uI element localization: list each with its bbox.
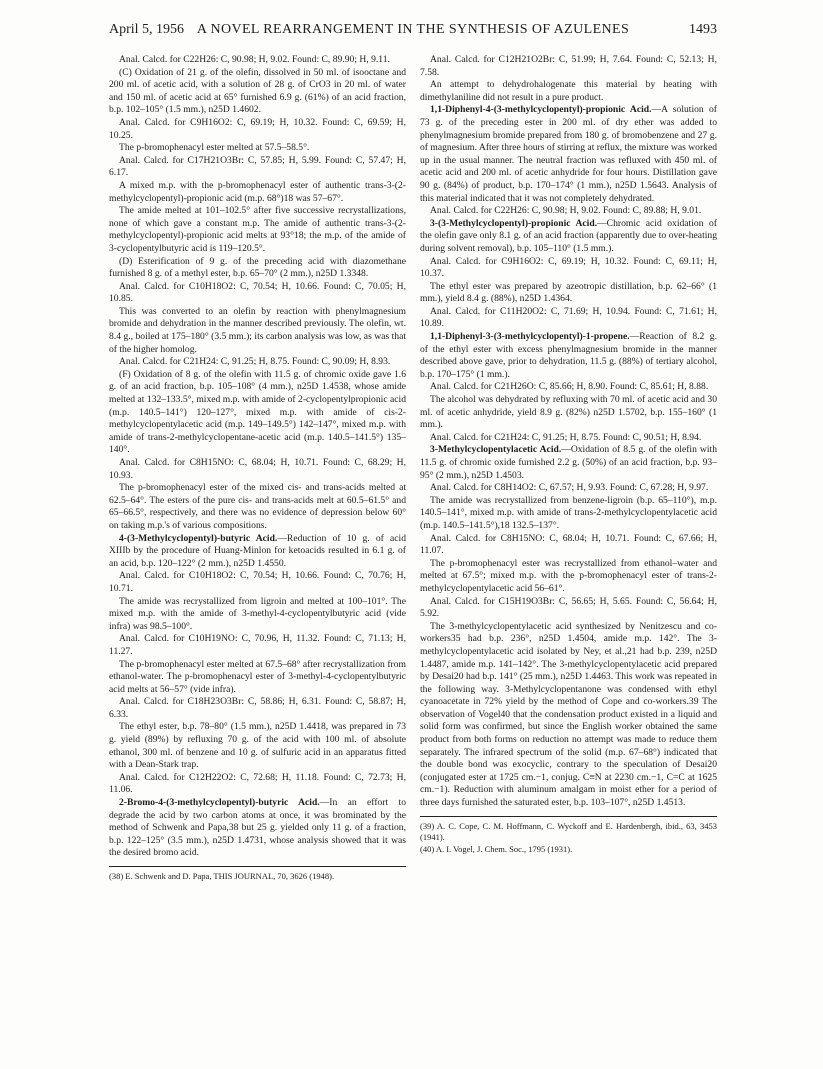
paragraph: This was converted to an olefin by reaction with phenylmagnesium bromide and dehydration in the manner described previously. The olefin, wt. 8.4 g., boiled at 175–180° (3.5 mm.); its carbon analysis was low, as was that of the higher homolog. (109, 305, 406, 355)
paragraph: Anal. Calcd. for C8H14O2: C, 67.57; H, 9.93. Found: C, 67.28; H, 9.97. (430, 482, 709, 494)
section-paragraph: 3-Methylcyclopentylacetic Acid.—Oxidation of 8.5 g. of the olefin with 11.5 g. of chromic oxide furnished 2.2 g. (50%) of an acid fraction, b.p. 93–95° (2 mm.), n25D 1.4503. (420, 444, 717, 481)
header-title: A NOVEL REARRANGEMENT IN THE SYNTHESIS OF AZULENES (196, 22, 630, 37)
paragraph: The p-bromophenacyl ester was recrystallized from ethanol–water and melted at 67.5°; mixed m.p. with the p-bromophenacyl ester of trans-2-methylcyclopentylacetic acid 56–61°. (420, 557, 717, 594)
header-date: April 5, 1956 (109, 22, 185, 37)
paragraph: The amide melted at 101–102.5° after five successive recrystallizations, none of which gave a constant m.p. The amide of authentic trans-3-(2-methylcyclopentyl)-propionic acid melts at 93°18; the m.p. of the amide of 3-cyclopentylbutyric acid is 119–120.5°. (109, 205, 406, 254)
paragraph: Anal. Calcd. for C12H21O2Br: C, 51.99; H, 7.64. Found: C, 52.13; H, 7.58. (420, 54, 717, 78)
paragraph: The alcohol was dehydrated by refluxing with 70 ml. of acetic acid and 30 ml. of acetic anhydride, yield 8.9 g. (82%) n25D 1.5702, b.p. 155–160° (1 mm.). (420, 394, 717, 431)
section-paragraph: 1,1-Diphenyl-3-(3-methylcyclopentyl)-1-propene.—Reaction of 8.2 g. of the ethyl ester with excess phenylmagnesium bromide in the manner described above gave, prior to dehydration, 11.5 g. (88%) of tertiary alcohol, b.p. 170–175° (1 mm.). (420, 331, 717, 380)
paragraph: Anal. Calcd. for C17H21O3Br: C, 57.85; H, 5.99. Found: C, 57.47; H, 6.17. (109, 154, 406, 179)
footnote: (39) A. C. Cope, C. M. Hoffmann, C. Wyckoff and E. Hardenbergh, ibid., 63, 3453 (1941). (420, 820, 717, 843)
section-paragraph: 4-(3-Methylcyclopentyl)-butyric Acid.—Reduction of 10 g. of acid XIIIb by the procedure of Huang-Minlon for ketoacids resulted in 6.1 g. of an acid, b.p. 120–122° (2 mm.), n25D 1.4550. (109, 532, 406, 569)
paragraph: The ethyl ester, b.p. 78–80° (1.5 mm.), n25D 1.4418, was prepared in 73 g. yield (89%) by refluxing 70 g. of the acid with 100 ml. of absolute ethanol, 300 ml. of benzene and 10 g. of sulfuric acid in an apparatus fitted with a Dean-Stark trap. (109, 721, 406, 771)
section-heading: 3-(3-Methylcyclopentyl)-propionic Acid. (430, 217, 598, 229)
left-column (109, 54, 406, 883)
right-column (420, 54, 717, 855)
section-heading: 3-Methylcyclopentylacetic Acid. (430, 444, 562, 456)
section-paragraph: 2-Bromo-4-(3-methylcyclopentyl)-butyric Acid.—In an effort to degrade the acid by two carbon atoms at once, it was brominated by the method of Schwenk and Papa,38 but 25 g. yielded only 11 g. of a fraction, b.p. 122–125° (3.5 mm.), n25D 1.4731, whose analysis showed that it was the desired bromo acid. (109, 797, 406, 859)
paragraph: A mixed m.p. with the p-bromophenacyl ester of authentic trans-3-(2-methylcyclopentyl)-propionic acid (m.p. 68°)18 was 57–67°. (109, 179, 406, 204)
paragraph: Anal. Calcd. for C22H26: C, 90.98; H, 9.02. Found: C, 89.88; H, 9.01. (430, 205, 702, 217)
paragraph: Anal. Calcd. for C12H22O2: C, 72.68; H, 11.18. Found: C, 72.73; H, 11.06. (109, 771, 406, 796)
paragraph: Anal. Calcd. for C21H26O: C, 85.66; H, 8.90. Found: C, 85.61; H, 8.88. (430, 381, 709, 393)
paragraph: The p-bromophenacyl ester melted at 57.5–58.5°. (119, 142, 310, 154)
section-heading: 2-Bromo-4-(3-methylcyclopentyl)-butyric Acid. (119, 797, 320, 809)
paragraph: (C) Oxidation of 21 g. of the olefin, dissolved in 50 ml. of isooctane and 200 ml. of acetic acid, with a solution of 28 g. of CrO3 in 20 ml. of water and 150 ml. of acetic acid at 65° furnished 6.9 g. (61%) of an acid fraction, b.p. 102–105° (1.5 mm.), n25D 1.4602. (109, 66, 406, 116)
paragraph: Anal. Calcd. for C9H16O2: C, 69.19; H, 10.32. Found: C, 69.59; H, 10.25. (109, 116, 406, 141)
section-paragraph: 3-(3-Methylcyclopentyl)-propionic Acid.—Chromic acid oxidation of the olefin gave only 8.1 g. of an acid fraction (apparently due to over-heating during solvent removal), b.p. 105–110° (1.5 mm.). (420, 217, 717, 254)
paragraph: Anal. Calcd. for C10H18O2: C, 70.54; H, 10.66. Found: C, 70.05; H, 10.85. (109, 280, 406, 305)
paragraph: Anal. Calcd. for C9H16O2: C, 69.19; H, 10.32. Found: C, 69.11; H, 10.37. (420, 255, 717, 280)
paragraph: Anal. Calcd. for C11H20O2: C, 71.69; H, 10.94. Found: C, 71.61; H, 10.89. (420, 305, 717, 330)
paragraph: (D) Esterification of 9 g. of the preceding acid with diazomethane furnished 8 g. of a methyl ester, b.p. 65–70° (2 mm.), n25D 1.3348. (109, 255, 406, 280)
paragraph: An attempt to dehydrohalogenate this material by heating with dimethylaniline did not result in a pure product. (420, 79, 717, 103)
paragraph: (F) Oxidation of 8 g. of the olefin with 11.5 g. of chromic oxide gave 1.6 g. of an acid fraction, b.p. 105–108° (4 mm.), n25D 1.4538, whose amide melted at 132–133.5°, mixed m.p. with amide of 2-cyclopentylpropionic acid (m.p. 140.5–141°) 120–127°, mixed m.p. with amide of cis-2-methylcyclopentylacetic acid (m.p. 149–149.5°) 142–147°, mixed m.p. with amide of trans-2-methylcyclopentane-acetic acid (m.p. 140.5–141.5°) 135–140°. (109, 368, 406, 456)
paragraph: Anal. Calcd. for C8H15NO: C, 68.04; H, 10.71. Found: C, 67.66; H, 11.07. (420, 532, 717, 557)
page-number: 1493 (689, 22, 717, 37)
paragraph: Anal. Calcd. for C22H26: C, 90.98; H, 9.02. Found: C, 89.90; H, 9.11. (119, 54, 390, 65)
footnote-divider (420, 816, 717, 817)
paragraph: Anal. Calcd. for C21H24: C, 91.25; H, 8.75. Found: C, 90.09; H, 8.93. (119, 356, 391, 368)
section-paragraph: 1,1-Diphenyl-4-(3-methylcyclopentyl)-propionic Acid.—A solution of 73 g. of the preceding ester in 200 ml. of dry ether was added to phenylmagnesium bromide prepared from 180 g. of bromobenzene and 27 g. of magnesium. After three hours of stirring at reflux, the mixture was worked up in the usual manner. The neutral fraction was refluxed with 450 ml. of acetic acid and 200 ml. of acetic anhydride for four hours. Distillation gave 90 g. (84%) of product, b.p. 170–174° (1 mm.), n25D 1.5643. Analysis of this material indicated that it was not completely dehydrated. (420, 104, 717, 204)
paragraph: The amide was recrystallized from ligroin and melted at 100–101°. The mixed m.p. with the amide of 3-methyl-4-cyclopentylbutyric acid (vide infra) was 98.5–100°. (109, 595, 406, 632)
section-heading: 1,1-Diphenyl-3-(3-methylcyclopentyl)-1-propene. (430, 331, 630, 343)
paragraph: The p-bromophenacyl ester melted at 67.5–68° after recrystallization from ethanol-water. The p-bromophenacyl ester of 3-methyl-4-cyclopentylbutyric acid melts at 56–57° (vide infra). (109, 658, 406, 695)
running-header (109, 22, 717, 38)
paragraph: Anal. Calcd. for C10H19NO: C, 70.96, H, 11.32. Found: C, 71.13; H, 11.27. (109, 633, 406, 657)
footnote: (38) E. Schwenk and D. Papa, THIS JOURNAL, 70, 3626 (1948). (109, 871, 335, 881)
paragraph: Anal. Calcd. for C21H24: C, 91.25; H, 8.75. Found: C, 90.51; H, 8.94. (430, 431, 702, 443)
paragraph: The 3-methylcyclopentylacetic acid synthesized by Nenitzescu and co-workers35 had b.p. 236°, n25D 1.4504, amide m.p. 142°. The 3-methylcyclopentylacetic acid isolated by Ney, et al.,21 had b.p. 239, n25D 1.4487, amide m.p. 141–142°. The 3-methylcyclopentylacetic acid prepared by Desai20 had b.p. 141° (25 mm.), n25D 1.4463. This work was repeated in the following way. 3-Methylcyclopentanone was condensed with ethyl cyanoacetate in 72% yield by the method of Cope and co-workers.39 The observation of Vogel40 that the condensation product existed in a liquid and solid form was confirmed, but since the English worker obtained the same product from both forms on reduction no attempt was made to reduce them separately. The infrared spectrum of the solid (m.p. 67–68°) indicated that the double bond was exocyclic, contrary to the speculation of Desai20 (conjugated ester at 1725 cm.−1, conjug. C≡N at 2230 cm.−1, C=C at 1625 cm.−1). Reduction with aluminum amalgam in moist ether for a period of three days furnished the saturated ester, b.p. 103–107°, n25D 1.4513. (420, 620, 717, 809)
paragraph: The p-bromophenacyl ester of the mixed cis- and trans-acids melted at 62.5–64°. The esters of the pure cis- and trans-acids melt at 60.5–61.5° and 65–66.5°, respectively, and there was no evidence of depression below 60° on taking m.p.'s of various compositions. (109, 482, 406, 531)
paragraph: The ethyl ester was prepared by azeotropic distillation, b.p. 62–66° (1 mm.), yield 8.4 g. (88%), n25D 1.4364. (420, 280, 717, 305)
paragraph: Anal. Calcd. for C10H18O2: C, 70.54; H, 10.66. Found: C, 70.76; H, 10.71. (109, 570, 406, 594)
paragraph: Anal. Calcd. for C8H15NO: C, 68.04; H, 10.71. Found: C, 68.29; H, 10.93. (109, 457, 406, 481)
section-heading: 1,1-Diphenyl-4-(3-methylcyclopentyl)-propionic Acid. (430, 104, 652, 116)
footnote: (40) A. I. Vogel, J. Chem. Soc., 1795 (1931). (420, 843, 573, 854)
paragraph: Anal. Calcd. for C18H23O3Br: C, 58.86; H, 6.31. Found: C, 58.87; H, 6.33. (109, 696, 406, 720)
section-heading: 4-(3-Methylcyclopentyl)-butyric Acid. (119, 532, 278, 544)
paragraph: The amide was recrystallized from benzene-ligroin (b.p. 65–110°), m.p. 140.5–141°, mixed m.p. with amide of trans-2-methylcyclopentylacetic acid (m.p. 140.5–141.5°),18 132.5–137°. (420, 494, 717, 531)
footnote-divider (109, 866, 406, 867)
paragraph: Anal. Calcd. for C15H19O3Br: C, 56.65; H, 5.65. Found: C, 56.64; H, 5.92. (420, 595, 717, 620)
